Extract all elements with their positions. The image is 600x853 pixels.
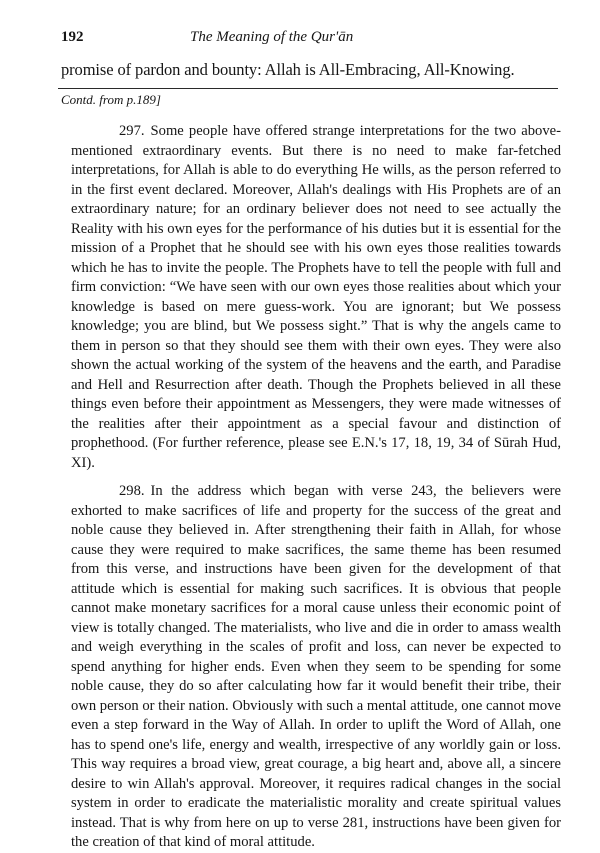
note-number: 297. [119, 123, 145, 139]
note-number: 298. [119, 483, 145, 499]
note-text: In the address which began with verse 243, the believers were exhorted to make sacrifices of life and property for the success of the great and noble cause they believed in. After strengthening their faith in Allah, for whose cause they were required to make sacrifices, the same theme has been resumed from this verse, and instructions have been given for the development of that attitude which is essential for making such sacrifices. It is obvious that people cannot make monetary sacrifices for a moral cause unless their economic point of view is totally changed. The materialists, who live and die in order to amass wealth and weigh everything in the scales of profit and loss, can never be expected to spend anything for higher ends. Even when they seem to be spending for some noble cause, they do so after calculating how far it would benefit their tribe, their own person or their nation. Obviously with such a mental attitude, one cannot move even a step forward in the Way of Allah. In order to uplift the Word of Allah, one has to spend one's life, energy and wealth, irrespective of any worldly gain or loss. This way requires a broad view, great courage, a big heart and, above all, a sincere desire to win Allah's approval. Moreover, it requires radical changes in the social system in order to eradicate the materialistic morality and create spiritual values instead. That is why from here on up to verse 281, instructions have been given for the creation of that kind of moral attitude. [71, 483, 562, 850]
continuation-note: Contd. from p.189] [61, 92, 161, 107]
note-298 [71, 482, 561, 853]
note-297 [71, 122, 561, 473]
page-number: 192 [61, 29, 84, 45]
note-text: Some people have offered strange interpretations for the two above-mentioned extraordinary events. But there is no need to make far-fetched interpretations, for Allah is able to do everything He wills, as the person referred to in the first event declared. Moreover, Allah's dealings with His Prophets are of an extraordinary nature; for an ordinary believer does not need to see actually the Reality with his own eyes for the performance of his duties but it is essential for the mission of a Prophet that he should see with his own eyes those realities towards which he has to invite the people. The Prophets have to tell the people with full and firm conviction: “We have seen with our own eyes those realities about which your knowledge is based on mere guess-work. You are ignorant; but We possess knowledge; you are blind, but We possess sight.” That is why the angels came to them in person so that they should see them with their own eyes. They were also shown the actual working of the system of the heavens and the earth, and Paradise and Hell and Resurrection after death. Though the Prophets believed in all these things even before their appointment as Messengers, they were made witnesses of the realities after their appointment as a special favour and distinction of prophethood. (For further reference, please see E.N.'s 17, 18, 19, 34 of Sūrah Hud, XI). [71, 123, 561, 471]
carryover-text-line: promise of pardon and bounty: Allah is All-Embracing, All-Knowing. [61, 60, 515, 79]
running-title: The Meaning of the Qur'ān [190, 29, 354, 45]
explanatory-notes [71, 122, 561, 853]
footnote-divider-rule [58, 88, 558, 89]
